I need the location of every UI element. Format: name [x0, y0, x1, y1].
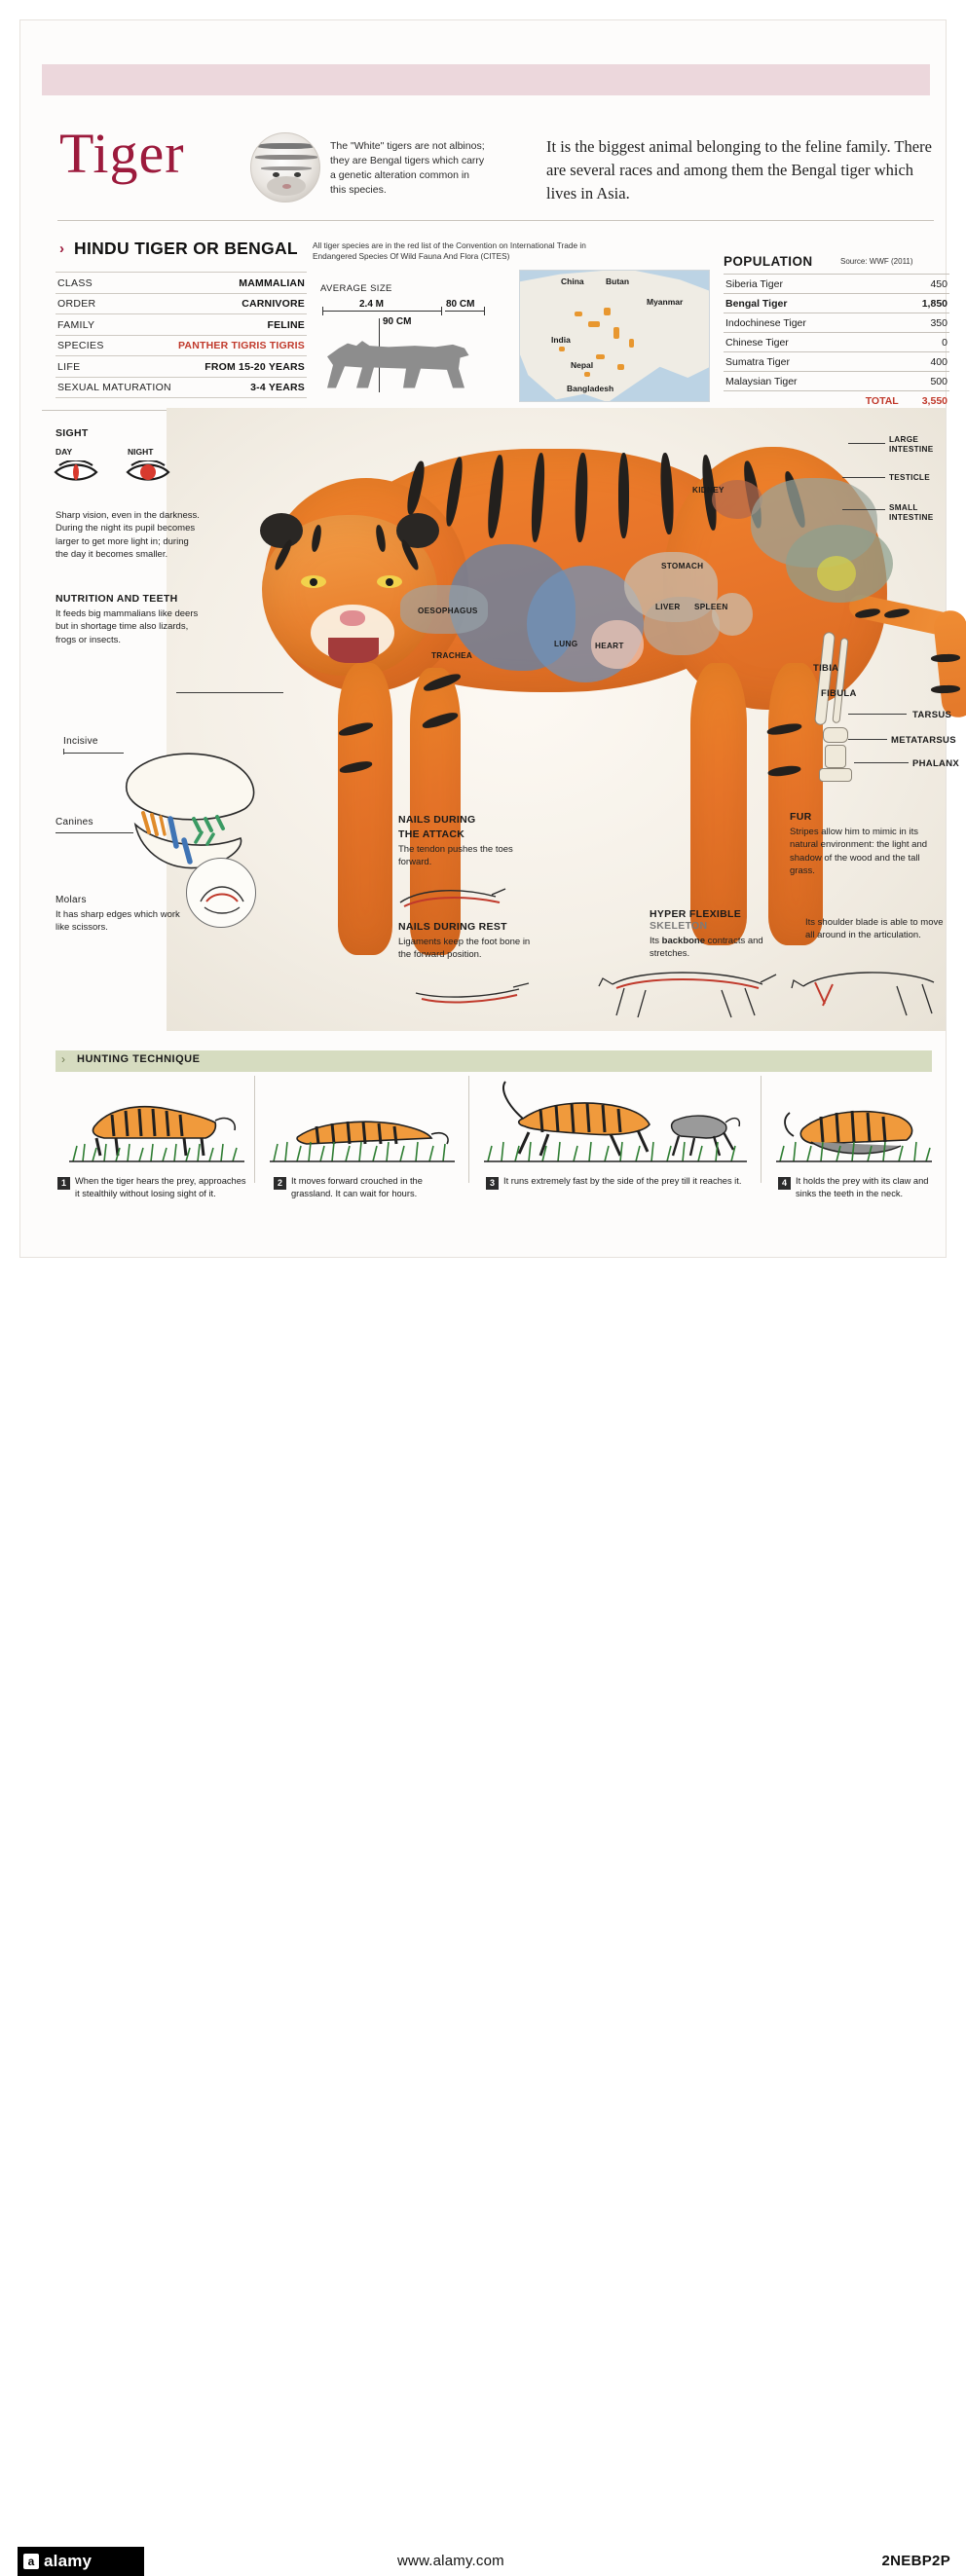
table-row [56, 356, 307, 378]
table-row [56, 336, 307, 357]
white-tiger-note: The "White" tigers are not albinos; they are Bengal tigers which carry a genetic alteration common in this species. [330, 140, 485, 196]
fact-key: SPECIES [57, 340, 104, 351]
top-color-band [42, 64, 930, 95]
fact-value: 3-4 YEARS [250, 382, 305, 393]
population-name: Bengal Tiger [725, 297, 788, 310]
organ-spleen [712, 593, 753, 636]
sight-title: SIGHT [56, 427, 89, 439]
table-row [724, 294, 949, 313]
map-label-india: India [551, 335, 571, 345]
map-label-bangladesh: Bangladesh [567, 384, 614, 393]
fact-value: CARNIVORE [242, 298, 305, 310]
fact-key: CLASS [57, 276, 93, 289]
skeleton-diagram-left [595, 955, 780, 1023]
hunting-arrow-icon: › [61, 1052, 65, 1066]
population-value: 350 [930, 316, 947, 329]
molars-text: It has sharp edges which work like scissors. [56, 909, 180, 934]
skeleton-text-a: Its [650, 936, 660, 946]
alamy-wordmark: alamy [44, 2552, 93, 2570]
hunting-step-text: It holds the prey with its claw and sinks the teeth in the neck. [796, 1176, 929, 1198]
population-value: 450 [930, 277, 947, 290]
nails-attack-title-line2: THE ATTACK [398, 828, 465, 840]
map-label-nepal: Nepal [571, 360, 594, 370]
intro-paragraph: It is the biggest animal belonging to the feline family. There are several races and among them the Bengal tiger which lives in Asia. [546, 137, 932, 202]
fact-value: PANTHER TIGRIS TIGRIS [177, 340, 305, 351]
hunting-step-text: When the tiger hears the prey, approaches it stealthily without losing sight of it. [75, 1176, 246, 1198]
white-tiger-photo [250, 132, 320, 202]
label-heart: HEART [595, 642, 624, 650]
fact-value: MAMMALIAN [239, 276, 305, 289]
nutrition-text: It feeds big mammalians like deers but in shortage time also lizards, frogs or insects. [56, 608, 199, 645]
label-lung: LUNG [554, 640, 578, 648]
population-name: Chinese Tiger [725, 336, 789, 349]
map-label-butan: Butan [606, 276, 630, 286]
population-name: Malaysian Tiger [725, 375, 798, 387]
population-total-label: TOTAL [865, 394, 899, 407]
eye-day-icon [54, 460, 98, 484]
hunting-panel-3 [484, 1076, 747, 1163]
label-small-intestine-1: SMALL [889, 503, 918, 512]
cites-note: All tiger species are in the red list of the Convention on International Trade in Endangered Species Of Wild Fauna And Flora (CITES) [313, 240, 586, 262]
population-source: Source: WWF (2011) [840, 257, 913, 266]
molars-block [56, 895, 184, 935]
fact-key: FAMILY [57, 318, 95, 331]
footer-bar [0, 1266, 966, 2570]
nails-attack-title-line1: NAILS DURING [398, 814, 476, 826]
molars-title: Molars [56, 895, 87, 905]
table-row [724, 313, 949, 333]
page-title: Tiger [59, 122, 185, 185]
label-stomach: STOMACH [661, 562, 704, 570]
skeleton-text-b: backbone [661, 936, 706, 946]
header-divider [57, 220, 934, 221]
average-size-diagram [316, 297, 511, 404]
label-tibia: TIBIA [813, 663, 839, 674]
label-oesophagus: OESOPHAGUS [418, 607, 478, 615]
table-row [56, 314, 307, 336]
organ-testicle [817, 556, 856, 591]
skeleton-block [650, 908, 796, 961]
claw-attack-diagram [390, 877, 517, 912]
shoulder-text: Its shoulder blade is able to move all around in the articulation. [805, 917, 944, 941]
fact-key: LIFE [57, 360, 81, 373]
alamy-url: www.alamy.com [397, 2553, 504, 2569]
nails-rest-text: Ligaments keep the foot bone in the forward position. [398, 937, 531, 961]
nails-rest-title: NAILS DURING REST [398, 921, 507, 933]
average-size-label: AVERAGE SIZE [320, 283, 392, 294]
table-row [56, 272, 307, 294]
nails-rest-block [398, 921, 535, 962]
size-height-label: 90 CM [383, 316, 412, 327]
label-spleen: SPLEEN [694, 603, 728, 611]
infographic-canvas [19, 19, 960, 1258]
fact-key: SEXUAL MATURATION [57, 382, 171, 393]
nutrition-block [56, 593, 202, 646]
molar-detail-inset [186, 858, 256, 928]
eye-night-icon [126, 460, 170, 484]
population-table [724, 274, 949, 410]
label-trachea: TRACHEA [431, 651, 473, 660]
claw-rest-diagram [410, 970, 537, 1009]
table-row [724, 274, 949, 294]
hunting-panel-1 [69, 1076, 244, 1163]
label-liver: LIVER [655, 603, 681, 611]
label-phalanx: PHALANX [912, 758, 960, 769]
label-canines: Canines [56, 817, 93, 828]
population-name: Siberia Tiger [725, 277, 783, 290]
label-fibula: FIBULA [821, 688, 857, 699]
hunting-panel-4 [776, 1076, 932, 1163]
hunting-step-number: 2 [274, 1177, 286, 1190]
sight-block [56, 427, 202, 561]
tiger-silhouette [324, 330, 470, 390]
table-row [724, 372, 949, 391]
label-tarsus: TARSUS [912, 710, 952, 720]
map-label-china: China [561, 276, 584, 286]
fur-text: Stripes allow him to mimic in its natural environment: the light and shadow of the wood and the tall grass. [790, 827, 928, 876]
fur-title: FUR [790, 811, 812, 823]
alamy-image-id: 2NEBP2P [881, 2553, 950, 2569]
sight-day-label: DAY [56, 447, 73, 457]
population-value: 1,850 [921, 297, 947, 310]
size-tail-label: 80 CM [446, 299, 475, 310]
fact-value: FROM 15-20 YEARS [204, 360, 305, 373]
label-large-intestine-2: INTESTINE [889, 445, 934, 454]
skeleton-title-a: HYPER FLEXIBLE [650, 908, 742, 920]
population-name: Sumatra Tiger [725, 355, 790, 368]
population-value: 0 [942, 336, 947, 349]
label-large-intestine-1: LARGE [889, 435, 919, 444]
leg-bone-diagram [790, 632, 907, 797]
map-label-myanmar: Myanmar [647, 297, 684, 307]
table-row [724, 333, 949, 352]
table-row [724, 352, 949, 372]
nutrition-title: NUTRITION AND TEETH [56, 593, 178, 605]
hunting-title: HUNTING TECHNIQUE [77, 1053, 201, 1065]
skeleton-title-b: SKELETON [650, 920, 708, 932]
population-total-value: 3,550 [921, 394, 947, 407]
label-testicle: TESTICLE [889, 473, 930, 482]
shoulder-block [805, 916, 947, 942]
hunting-step-number: 4 [778, 1177, 791, 1190]
sight-text: Sharp vision, even in the darkness. During the night its pupil becomes larger to get more light in; during the day it becomes smaller. [56, 510, 200, 560]
skeleton-diagram-right [790, 953, 946, 1025]
fur-block [790, 811, 936, 877]
population-value: 400 [930, 355, 947, 368]
label-metatarsus: METATARSUS [891, 735, 956, 746]
species-fact-table [56, 272, 307, 398]
size-length-label: 2.4 M [359, 299, 385, 310]
label-incisive: Incisive [63, 736, 98, 747]
hunting-step-number: 3 [486, 1177, 499, 1190]
alamy-mark-icon: a [23, 2554, 39, 2569]
hunting-step-text: It runs extremely fast by the side of the prey till it reaches it. [503, 1176, 742, 1186]
skeleton-text-c: contracts and stretches. [650, 936, 763, 960]
population-value: 500 [930, 375, 947, 387]
hunting-step-number: 1 [57, 1177, 70, 1190]
nails-attack-text: The tendon pushes the toes forward. [398, 844, 513, 868]
fact-key: ORDER [57, 298, 96, 310]
hunting-panel-2 [270, 1076, 455, 1163]
population-name: Indochinese Tiger [725, 316, 806, 329]
alamy-logo [18, 2547, 144, 2576]
fact-value: FELINE [267, 318, 305, 331]
sight-night-label: NIGHT [128, 447, 154, 457]
section-title: HINDU TIGER OR BENGAL [74, 239, 298, 258]
label-small-intestine-2: INTESTINE [889, 513, 934, 522]
section-arrow-icon: › [59, 240, 64, 257]
nails-attack-block [398, 814, 525, 869]
hunting-step-text: It moves forward crouched in the grassland. It can wait for hours. [291, 1176, 423, 1198]
distribution-map [519, 270, 710, 402]
label-kidney: KIDNEY [692, 486, 724, 495]
table-row [56, 378, 307, 399]
population-title: POPULATION [724, 254, 813, 269]
table-row [56, 294, 307, 315]
